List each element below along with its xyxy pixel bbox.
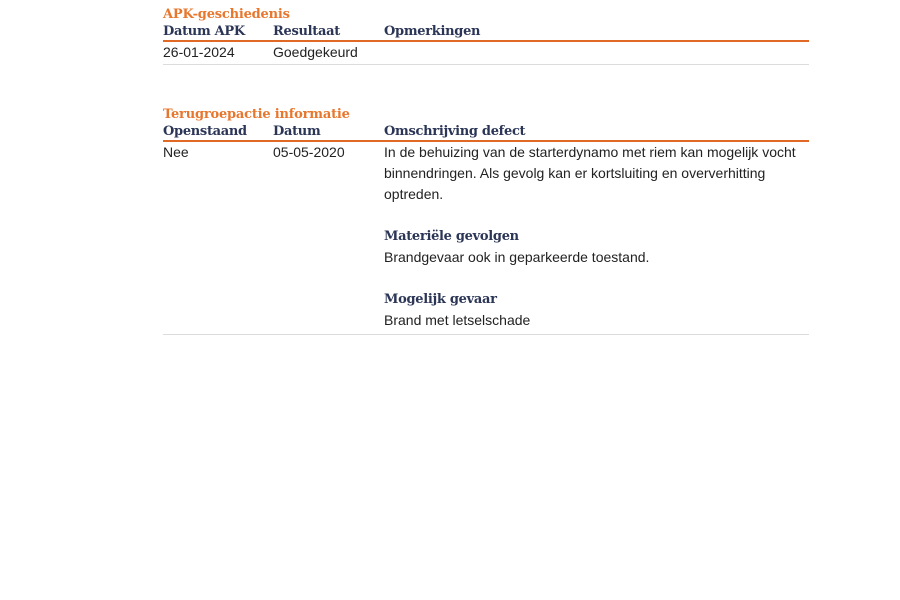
recall-description-cell: [384, 142, 809, 331]
table-row: [163, 42, 809, 65]
header-openstaand: Openstaand: [163, 124, 247, 139]
defect-description: In de behuizing van de starterdynamo met riem kan mogelijk vocht binnendringen. Als gevolg kan er kortsluiting en oververhitting optreden.: [384, 144, 796, 202]
header-opmerkingen: Opmerkingen: [384, 24, 481, 39]
recall-open: Nee: [163, 144, 189, 160]
header-omschrijving-defect: Omschrijving defect: [384, 124, 526, 139]
header-datum-apk: Datum APK: [163, 24, 245, 39]
apk-result: Goedgekeurd: [273, 44, 358, 60]
recall-title: Terugroepactie informatie: [163, 107, 350, 122]
apk-history-title: APK-geschiedenis: [163, 7, 290, 22]
recall-header-row: [163, 123, 809, 142]
apk-date: 26-01-2024: [163, 44, 235, 60]
possible-danger-text: Brand met letselschade: [384, 312, 531, 328]
apk-history-header-row: [163, 23, 809, 42]
recall-section: [163, 107, 809, 335]
header-resultaat: Resultaat: [273, 24, 340, 39]
apk-history-section: [163, 7, 809, 65]
recall-date: 05-05-2020: [273, 144, 345, 160]
header-datum: Datum: [273, 124, 321, 139]
apk-remarks: [384, 42, 809, 64]
table-row: [163, 142, 809, 335]
material-consequences-label: Materiële gevolgen: [384, 229, 519, 244]
possible-danger-label: Mogelijk gevaar: [384, 292, 497, 307]
material-consequences-text: Brandgevaar ook in geparkeerde toestand.: [384, 249, 650, 265]
